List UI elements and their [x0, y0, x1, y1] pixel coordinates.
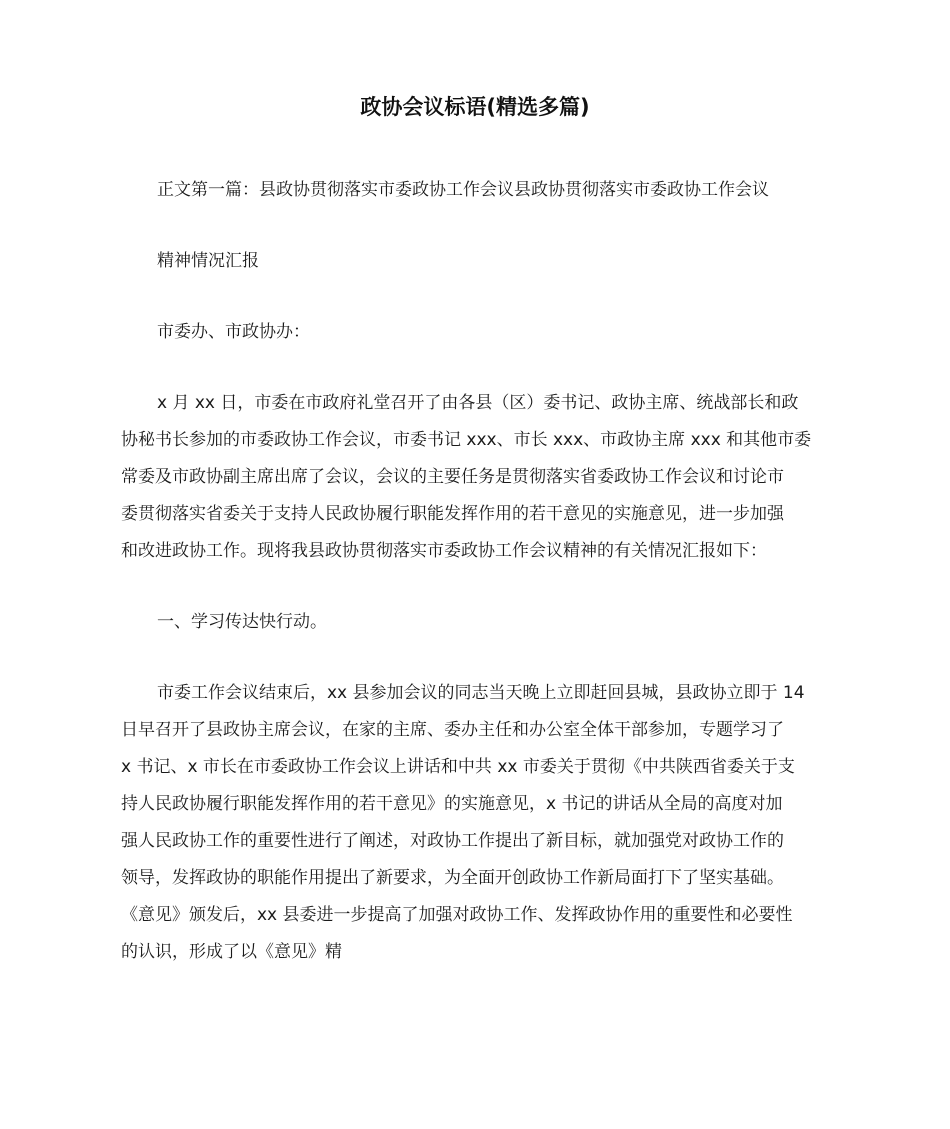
paragraph-2-line-2: 日早召开了县政协主席会议，在家的主席、委办主任和办公室全体干部参加，专题学习了: [121, 720, 784, 740]
section-heading-line-2: 精神情况汇报: [157, 251, 259, 271]
section-heading-line-1: 正文第一篇：县政协贯彻落实市委政协工作会议县政协贯彻落实市委政协工作会议: [157, 180, 769, 200]
subheading-1: 一、学习传达快行动。: [157, 612, 327, 632]
paragraph-1-line-5: 和改进政协工作。现将我县政协贯彻落实市委政协工作会议精神的有关情况汇报如下：: [121, 541, 767, 561]
salutation: 市委办、市政协办：: [157, 322, 310, 342]
paragraph-1-line-2: 协秘书长参加的市委政协工作会议，市委书记 xxx、市长 xxx、市政协主席 xxx 和其他市委: [121, 430, 812, 450]
paragraph-2-line-7: 《意见》颁发后，xx 县委进一步提高了加强对政协工作、发挥政协作用的重要性和必要性: [121, 905, 793, 925]
paragraph-1-line-1: x 月 xx 日，市委在市政府礼堂召开了由各县（区）委书记、政协主席、统战部长和政: [157, 393, 799, 413]
paragraph-1-line-4: 委贯彻落实省委关于支持人民政协履行职能发挥作用的若干意见的实施意见，进一步加强: [121, 504, 784, 524]
paragraph-2-line-5: 强人民政协工作的重要性进行了阐述，对政协工作提出了新目标，就加强党对政协工作的: [121, 831, 784, 851]
paragraph-2-line-1: 市委工作会议结束后，xx 县参加会议的同志当天晚上立即赶回县城，县政协立即于 14: [157, 683, 805, 703]
paragraph-2-line-4: 持人民政协履行职能发挥作用的若干意见》的实施意见，x 书记的讲话从全局的高度对加: [121, 794, 783, 814]
paragraph-2-line-3: x 书记、x 市长在市委政协工作会议上讲话和中共 xx 市委关于贯彻《中共陕西省委关于支: [121, 757, 795, 777]
document-title: 政协会议标语(精选多篇): [360, 95, 590, 119]
paragraph-1-line-3: 常委及市政协副主席出席了会议，会议的主要任务是贯彻落实省委政协工作会议和讨论市: [121, 467, 784, 487]
paragraph-2-line-6: 领导，发挥政协的职能作用提出了新要求，为全面开创政协工作新局面打下了坚实基础。: [121, 868, 784, 888]
paragraph-2-line-8: 的认识，形成了以《意见》精: [121, 942, 342, 962]
